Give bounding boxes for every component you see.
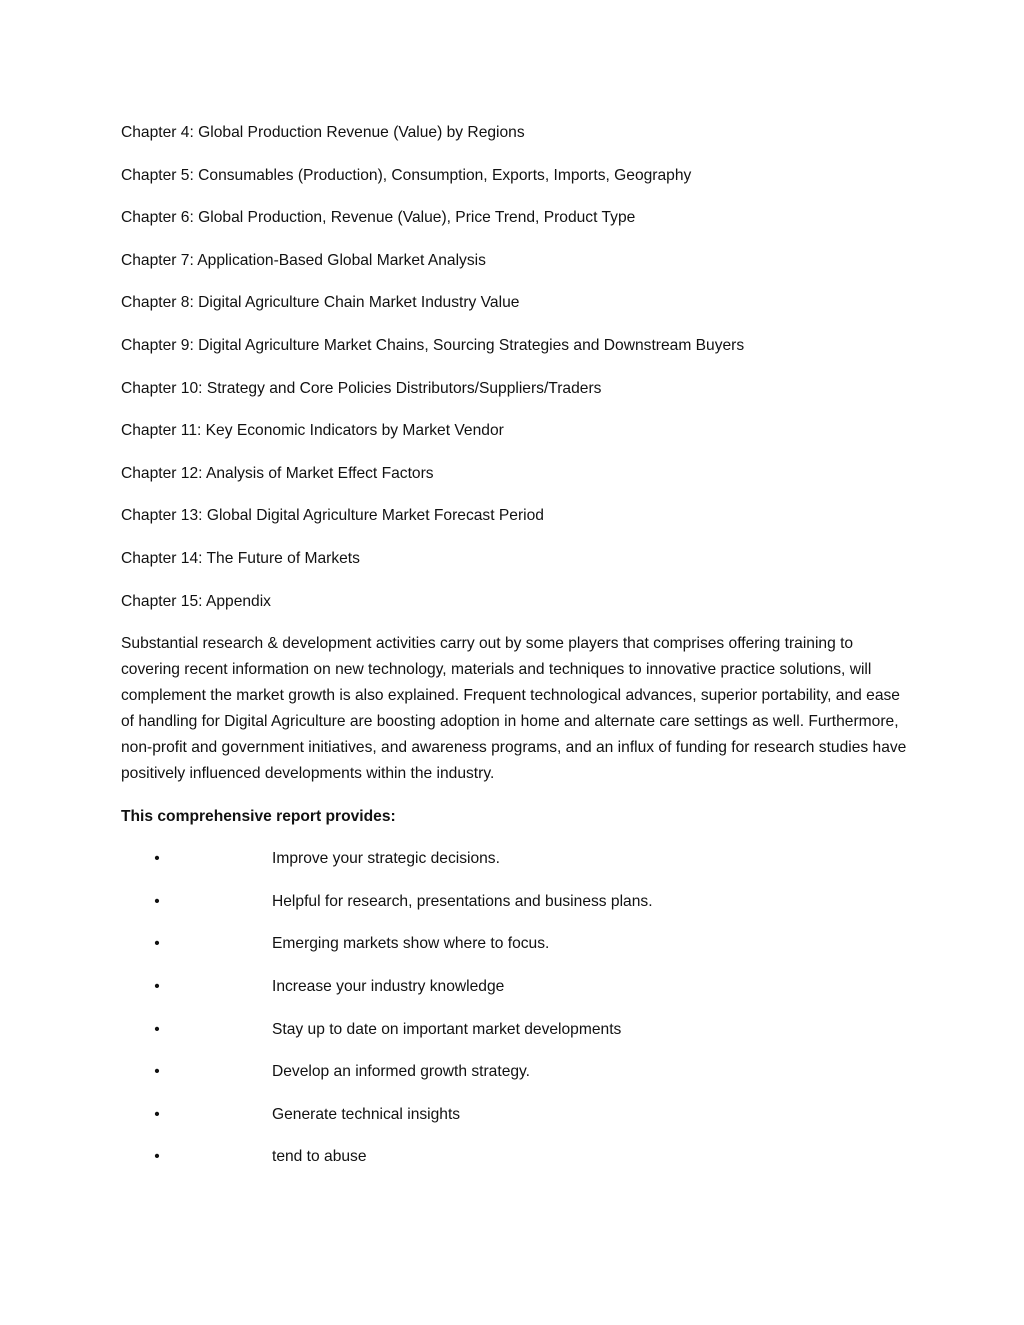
chapter-line: Chapter 7: Application-Based Global Market Analysis bbox=[121, 251, 486, 269]
chapter-line: Chapter 4: Global Production Revenue (Value) by Regions bbox=[121, 124, 525, 141]
list-item bbox=[121, 1017, 911, 1043]
list-item bbox=[121, 846, 911, 872]
bullet-icon: • bbox=[154, 935, 160, 953]
chapter-line: Chapter 6: Global Production, Revenue (Value), Price Trend, Product Type bbox=[121, 209, 636, 227]
chapter-line: Chapter 10: Strategy and Core Policies Distributors/Suppliers/Traders bbox=[121, 379, 602, 397]
list-item bbox=[121, 1144, 911, 1170]
benefits-list bbox=[121, 846, 911, 1170]
list-item bbox=[121, 1059, 911, 1085]
list-item-text: Helpful for research, presentations and business plans. bbox=[272, 892, 653, 910]
list-item bbox=[121, 931, 911, 957]
list-item-text: Develop an informed growth strategy. bbox=[272, 1063, 531, 1081]
bullet-icon: • bbox=[154, 892, 160, 910]
bullet-icon: • bbox=[154, 1148, 160, 1166]
bullet-icon: • bbox=[154, 1020, 160, 1038]
list-item-text: tend to abuse bbox=[272, 1148, 367, 1166]
bullet-icon: • bbox=[154, 1105, 160, 1123]
chapter-line: Chapter 11: Key Economic Indicators by Market Vendor bbox=[121, 422, 504, 440]
chapter-line: Chapter 9: Digital Agriculture Market Chains, Sourcing Strategies and Downstream Buyers bbox=[121, 336, 745, 354]
chapter-line: Chapter 14: The Future of Markets bbox=[121, 549, 360, 567]
list-item-text: Improve your strategic decisions. bbox=[272, 850, 500, 868]
list-item-text: Generate technical insights bbox=[272, 1105, 461, 1123]
chapter-line: Chapter 5: Consumables (Production), Consumption, Exports, Imports, Geography bbox=[121, 166, 692, 184]
chapter-line: Chapter 13: Global Digital Agriculture Market Forecast Period bbox=[121, 507, 544, 525]
list-item-text: Increase your industry knowledge bbox=[272, 978, 505, 995]
body-paragraph: Substantial research & development activities carry out by some players that comprises offering training to covering recent information on new technology, materials and techniques to innovative practice solutions, will complement the market growth is also explained. Frequent technological advances, superior portability, and ease of handling for Digital Agriculture are boosting adoption in home and alternate care settings as well. Furthermore, non-profit and government initiatives, and awareness programs, and an influx of funding for research studies have positively influenced developments within the industry. bbox=[121, 635, 907, 783]
list-item bbox=[121, 889, 911, 915]
chapter-line: Chapter 8: Digital Agriculture Chain Market Industry Value bbox=[121, 294, 520, 312]
report-heading: This comprehensive report provides: bbox=[121, 807, 396, 825]
list-item-text: Emerging markets show where to focus. bbox=[272, 935, 550, 953]
bullet-icon: • bbox=[154, 850, 160, 868]
list-item bbox=[121, 974, 911, 1000]
page-content bbox=[121, 120, 911, 1187]
list-item-text: Stay up to date on important market developments bbox=[272, 1020, 622, 1038]
chapter-line: Chapter 12: Analysis of Market Effect Factors bbox=[121, 464, 434, 482]
list-item bbox=[121, 1102, 911, 1128]
bullet-icon: • bbox=[154, 1063, 160, 1081]
chapter-line: Chapter 15: Appendix bbox=[121, 592, 271, 610]
bullet-icon: • bbox=[154, 978, 160, 995]
